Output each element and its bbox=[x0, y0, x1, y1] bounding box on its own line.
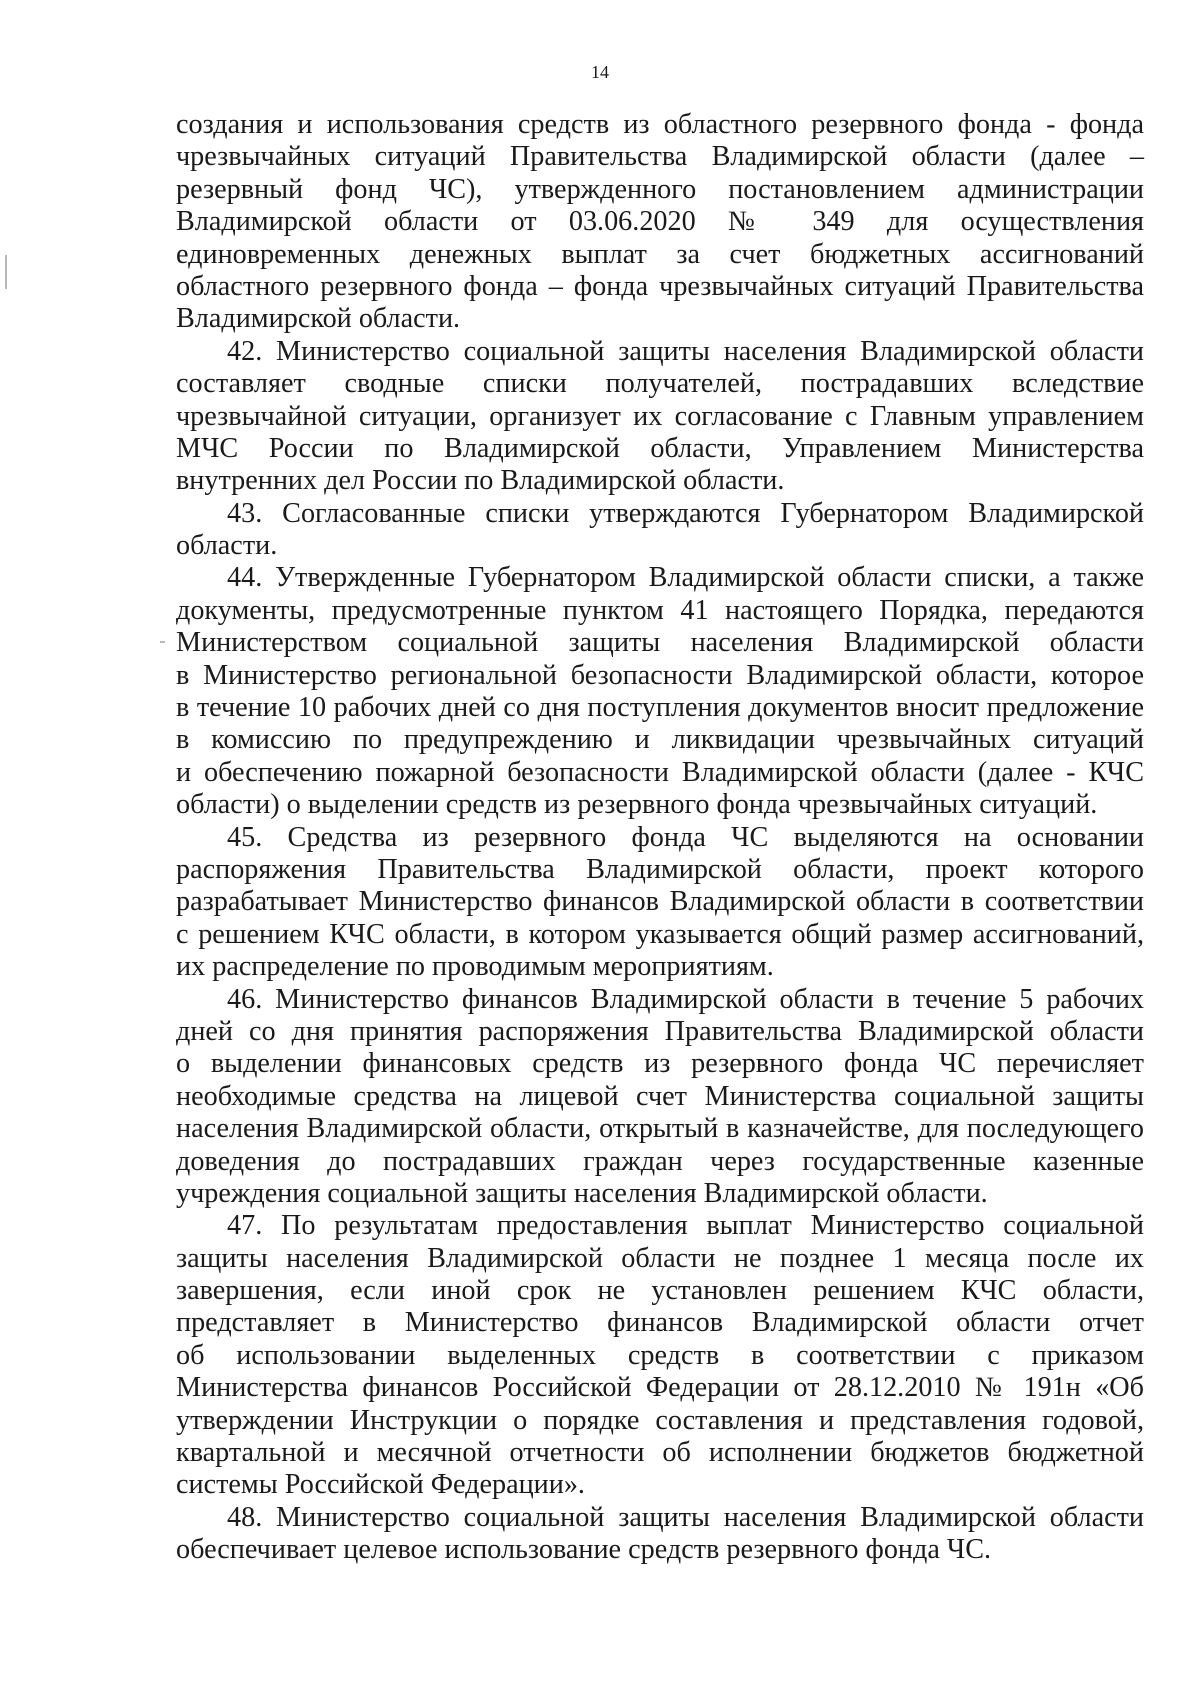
text-line: создания и использования средств из областного резервного фонда - фонда bbox=[176, 109, 1144, 140]
text-line: областного резервного фонда – фонда чрезвычайных ситуаций Правительства bbox=[176, 270, 1144, 302]
text-line: Министерством социальной защиты населения Владимирской области bbox=[176, 627, 1144, 659]
text-line: о выделении финансовых средств из резервного фонда ЧС перечисляет bbox=[176, 1048, 1144, 1080]
text-line: 43. Согласованные списки утверждаются Губернатором Владимирской bbox=[227, 497, 1144, 529]
text-line: чрезвычайных ситуаций Правительства Владимирской области (далее – bbox=[176, 141, 1144, 173]
text-line: населения Владимирской области, открытый в казначействе, для последующего bbox=[176, 1113, 1144, 1145]
text-line: квартальной и месячной отчетности об исполнении бюджетов бюджетной bbox=[176, 1437, 1144, 1469]
text-line: документы, предусмотренные пунктом 41 настоящего Порядка, передаются bbox=[176, 594, 1144, 626]
text-line: в Министерство региональной безопасности Владимирской области, которое bbox=[176, 659, 1144, 691]
text-line: единовременных денежных выплат за счет бюджетных ассигнований bbox=[176, 238, 1144, 270]
text-line: Владимирской области от 03.06.2020 № 349 для осуществления bbox=[176, 206, 1144, 238]
text-line: с решением КЧС области, в котором указывается общий размер ассигнований, bbox=[176, 918, 1144, 950]
text-line: 42. Министерство социальной защиты населения Владимирской области bbox=[227, 335, 1144, 367]
page-number: 14 bbox=[591, 62, 609, 82]
text-line: завершения, если иной срок не установлен решением КЧС области, bbox=[176, 1275, 1144, 1307]
scan-artifact-left-mid bbox=[160, 641, 165, 643]
text-line: 44. Утвержденные Губернатором Владимирской области списки, а также bbox=[227, 562, 1144, 594]
text-line: об использовании выделенных средств в соответствии с приказом bbox=[176, 1339, 1144, 1371]
text-line: системы Российской Федерации». bbox=[176, 1469, 585, 1501]
text-line: Владимирской области. bbox=[176, 303, 461, 335]
text-line: чрезвычайной ситуации, организует их согласование с Главным управлением bbox=[176, 400, 1144, 432]
document-body bbox=[176, 109, 1144, 1567]
text-line: в течение 10 рабочих дней со дня поступления документов вносит предложение bbox=[176, 692, 1144, 724]
text-line: представляет в Министерство финансов Владимирской области отчет bbox=[176, 1307, 1144, 1339]
text-line: внутренних дел России по Владимирской области. bbox=[176, 465, 785, 497]
text-line: области. bbox=[176, 530, 278, 562]
text-line: резервный фонд ЧС), утвержденного постановлением администрации bbox=[176, 173, 1144, 205]
text-line: Министерства финансов Российской Федерации от 28.12.2010 № 191н «Об bbox=[176, 1372, 1144, 1404]
text-line: дней со дня принятия распоряжения Правительства Владимирской области bbox=[176, 1015, 1144, 1047]
text-line: МЧС России по Владимирской области, Управлением Министерства bbox=[176, 432, 1144, 464]
text-line: в комиссию по предупреждению и ликвидации чрезвычайных ситуаций bbox=[176, 724, 1144, 756]
text-line: утверждении Инструкции о порядке составления и представления годовой, bbox=[176, 1404, 1144, 1436]
text-line: 45. Средства из резервного фонда ЧС выделяются на основании bbox=[227, 821, 1144, 853]
text-line: учреждения социальной защиты населения Владимирской области. bbox=[176, 1177, 988, 1209]
text-line: обеспечивает целевое использование средств резервного фонда ЧС. bbox=[176, 1534, 992, 1566]
text-line: 46. Министерство финансов Владимирской области в течение 5 рабочих bbox=[227, 983, 1144, 1015]
text-line: составляет сводные списки получателей, пострадавших вследствие bbox=[176, 368, 1144, 400]
text-line: и обеспечению пожарной безопасности Владимирской области (далее - КЧС bbox=[176, 756, 1144, 788]
text-line: защиты населения Владимирской области не позднее 1 месяца после их bbox=[176, 1242, 1144, 1274]
text-line: доведения до пострадавших граждан через государственные казенные bbox=[176, 1145, 1144, 1177]
text-line: 48. Министерство социальной защиты населения Владимирской области bbox=[227, 1501, 1144, 1533]
text-line: области) о выделении средств из резервного фонда чрезвычайных ситуаций. bbox=[176, 789, 1098, 821]
text-line: необходимые средства на лицевой счет Министерства социальной защиты bbox=[176, 1080, 1144, 1112]
text-line: распоряжения Правительства Владимирской области, проект которого bbox=[176, 853, 1144, 885]
text-line: их распределение по проводимым мероприятиям. bbox=[176, 951, 774, 983]
text-line: разрабатывает Министерство финансов Владимирской области в соответствии bbox=[176, 886, 1144, 918]
scan-artifact-left-top bbox=[5, 255, 7, 289]
text-line: 47. По результатам предоставления выплат Министерство социальной bbox=[227, 1210, 1144, 1242]
